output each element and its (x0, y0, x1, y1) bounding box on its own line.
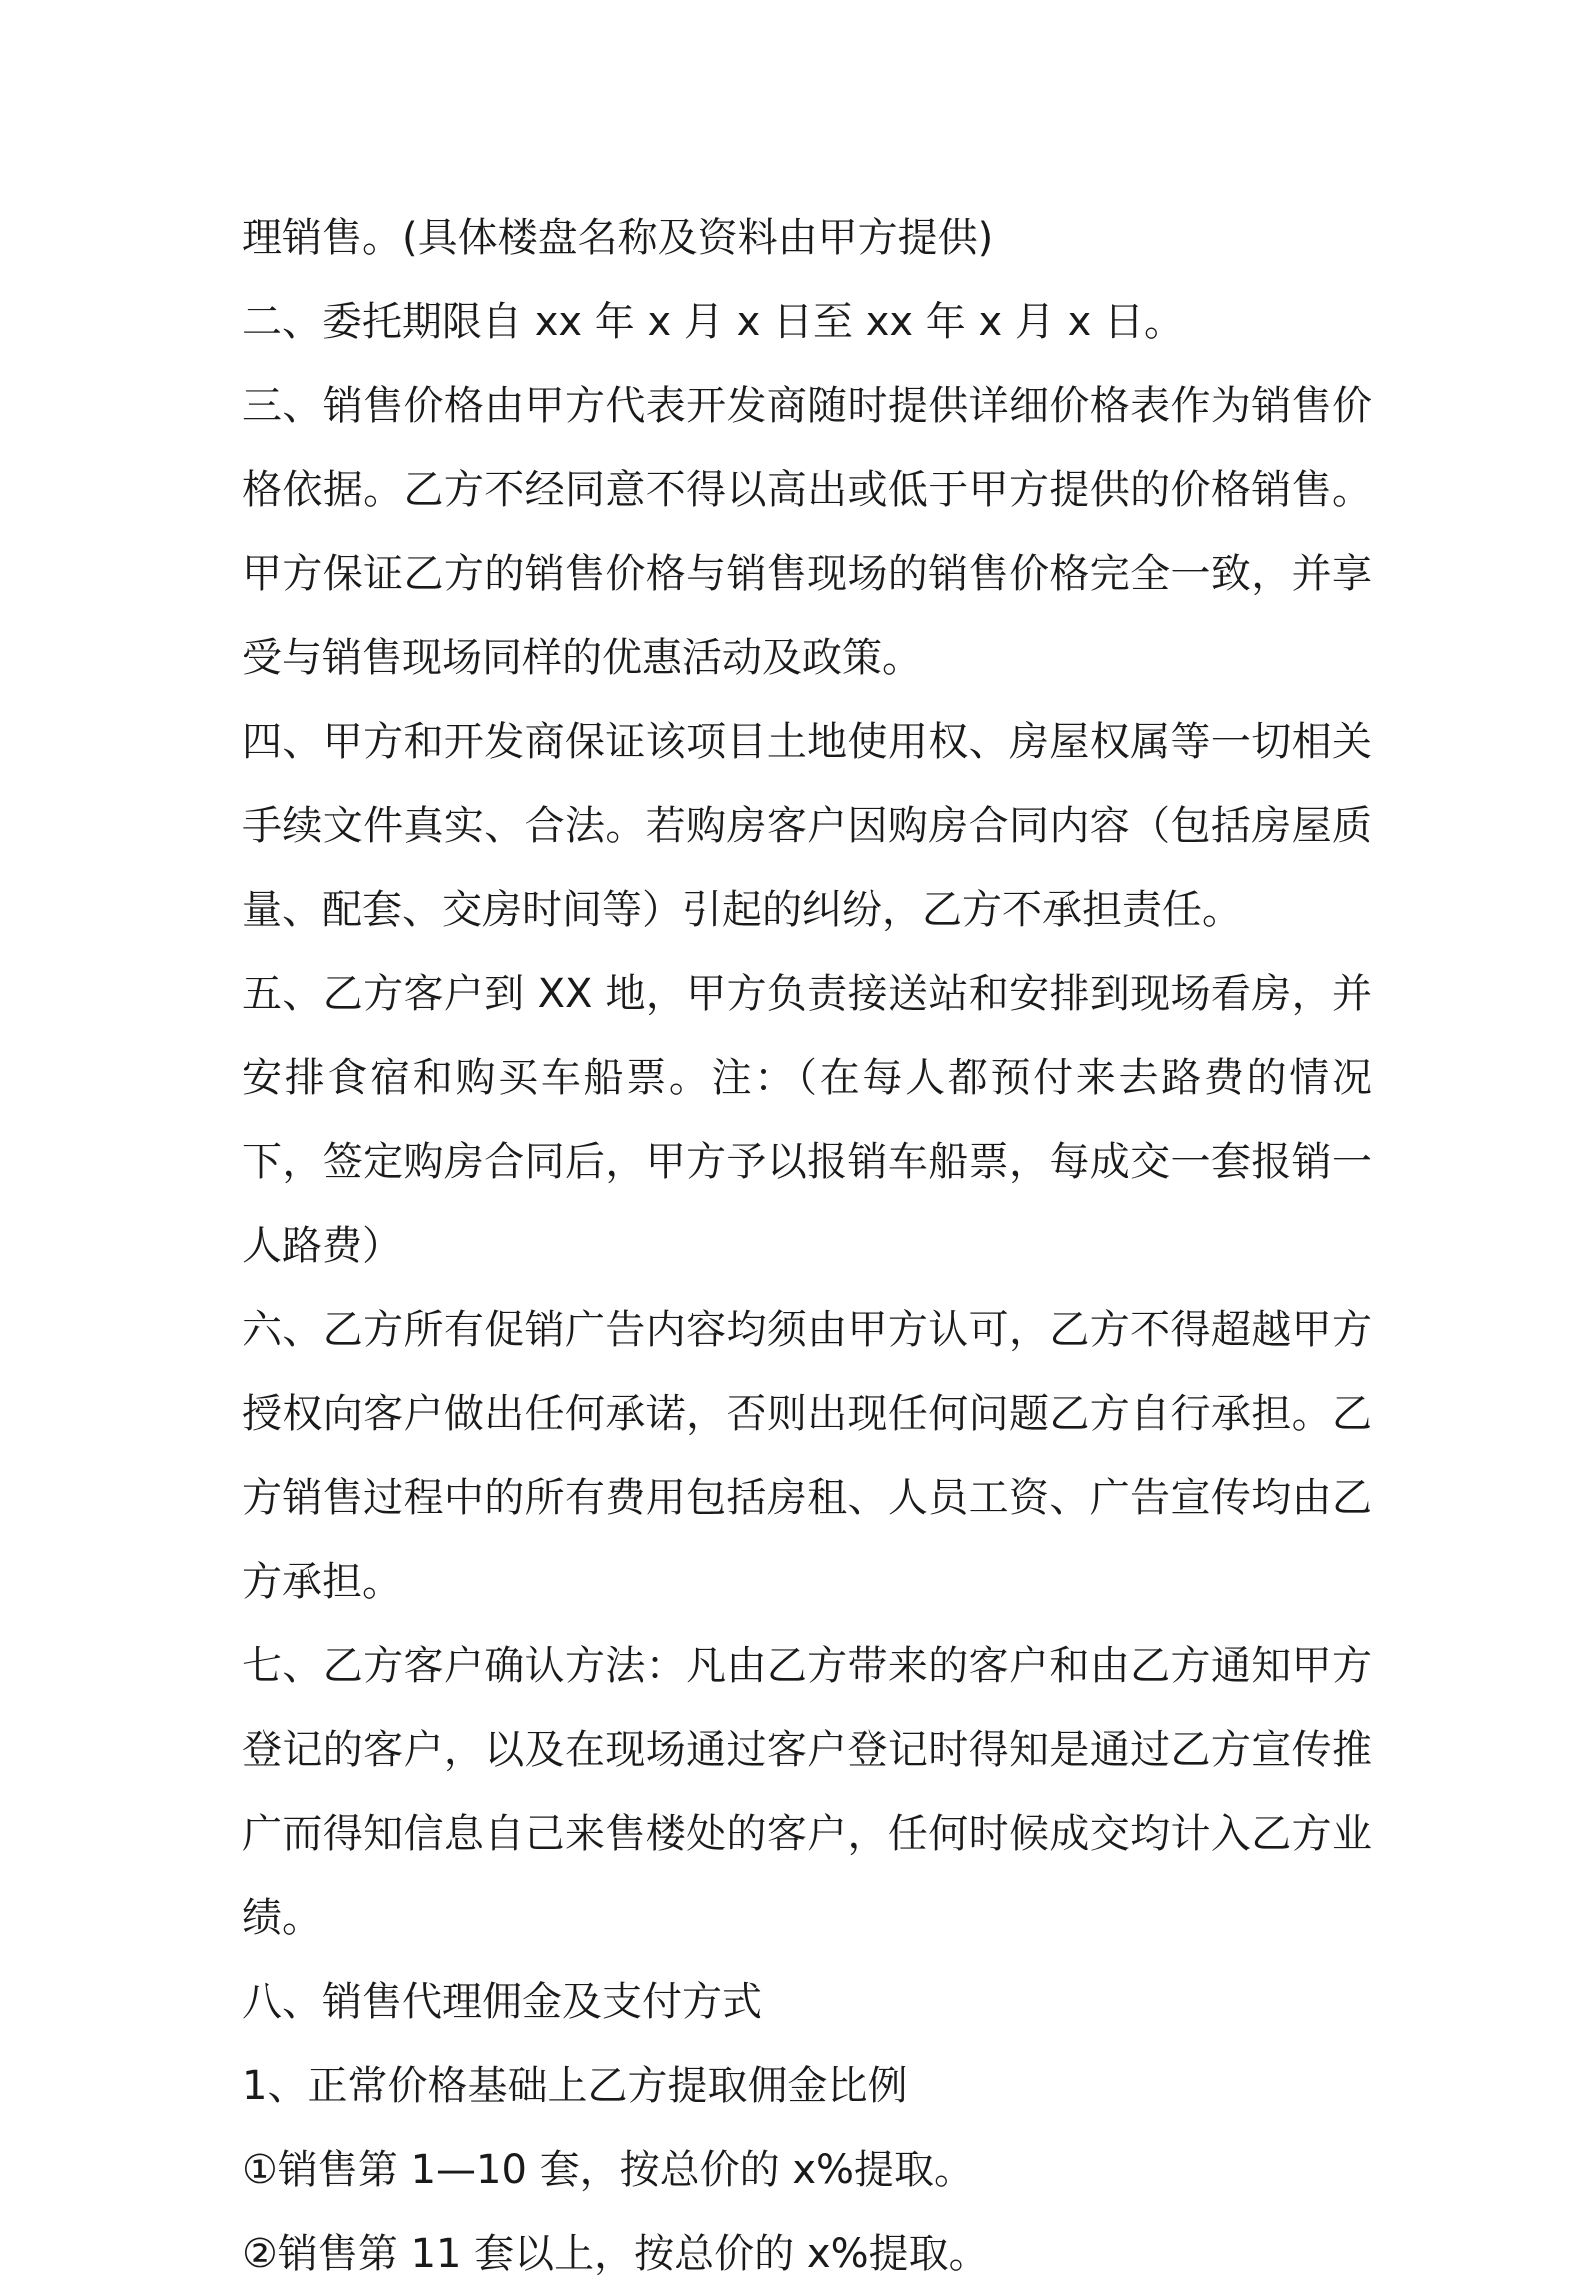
paragraph-client-confirmation: 七、乙方客户确认方法：凡由乙方带来的客户和由乙方通知甲方登记的客户，以及在现场通过客户登记时得知是通过乙方宣传推广而得知信息自己来售楼处的客户，任何时候成交均计入乙方业绩。 (242, 1643, 1372, 1941)
paragraph-commission-tier-1: ①销售第 1—10 套，按总价的 x%提取。 (242, 2147, 975, 2193)
paragraph-client-transport: 五、乙方客户到 XX 地，甲方负责接送站和安排到现场看房，并安排食宿和购买车船票。注：（在每人都预付来去路费的情况下，签定购房合同后，甲方予以报销车船票，每成交一套报销一人路费） (242, 971, 1372, 1269)
paragraph-agency-sales-continued: 理销售。(具体楼盘名称及资料由甲方提供) (242, 215, 994, 261)
document-body (242, 196, 1372, 2296)
paragraph-legal-guarantee: 四、甲方和开发商保证该项目土地使用权、房屋权属等一切相关手续文件真实、合法。若购房客户因购房合同内容（包括房屋质量、配套、交房时间等）引起的纠纷，乙方不承担责任。 (242, 719, 1372, 933)
paragraph-commission-tier-2: ②销售第 11 套以上，按总价的 x%提取。 (242, 2231, 989, 2277)
paragraph-commission-heading: 八、销售代理佣金及支付方式 (242, 1979, 762, 2025)
paragraph-commission-ratio: 1、正常价格基础上乙方提取佣金比例 (242, 2063, 908, 2109)
paragraph-term: 二、委托期限自 xx 年 x 月 x 日至 xx 年 x 月 x 日。 (242, 299, 1184, 345)
paragraph-sales-price: 三、销售价格由甲方代表开发商随时提供详细价格表作为销售价格依据。乙方不经同意不得以高出或低于甲方提供的价格销售。甲方保证乙方的销售价格与销售现场的销售价格完全一致，并享受与销售现场同样的优惠活动及政策。 (242, 383, 1372, 681)
paragraph-promotion: 六、乙方所有促销广告内容均须由甲方认可，乙方不得超越甲方授权向客户做出任何承诺，否则出现任何问题乙方自行承担。乙方销售过程中的所有费用包括房租、人员工资、广告宣传均由乙方承担。 (242, 1307, 1372, 1605)
